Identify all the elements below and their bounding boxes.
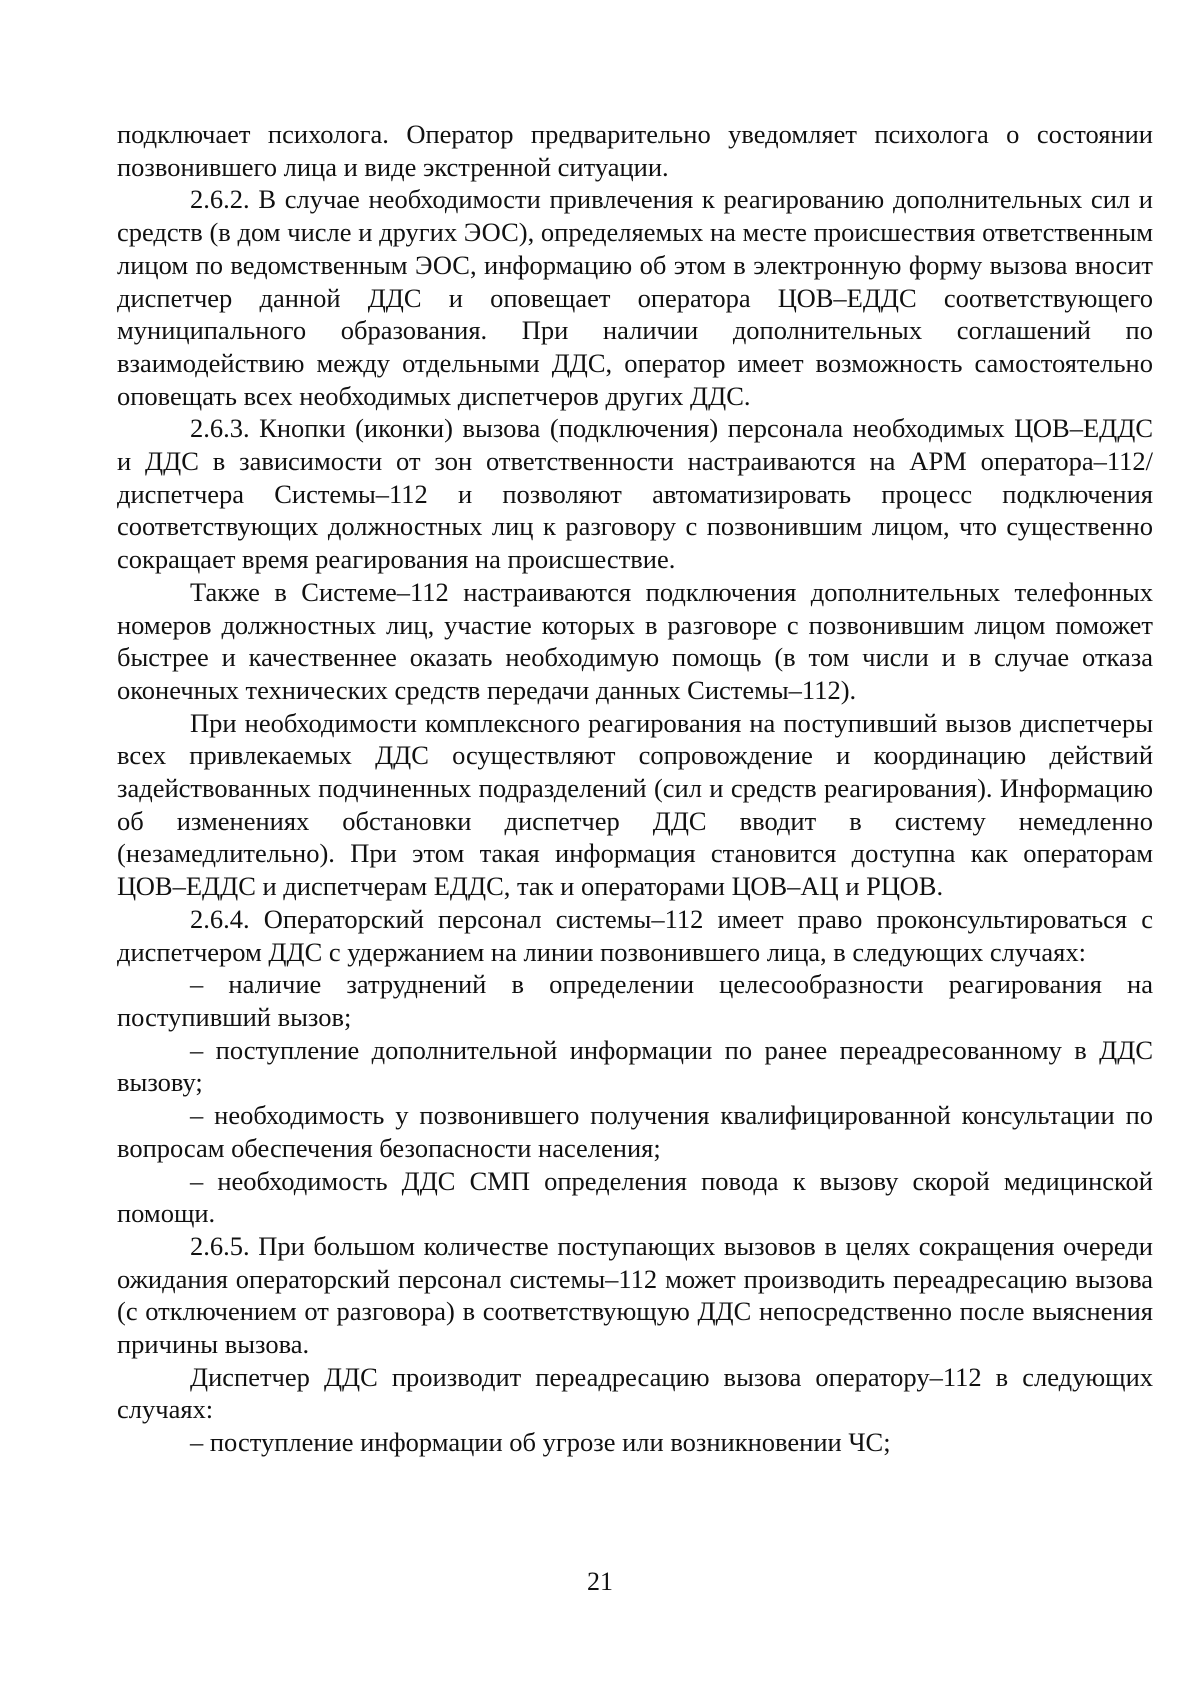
body-text [117,118,1153,1459]
list-item: – необходимость у позвонившего получения квалифицированной консультации по вопросам обеспечения безопасности населения; [117,1100,1153,1163]
list-item: – необходимость ДДС СМП определения повода к вызову скорой медицинской помощи. [117,1165,1153,1229]
page-number: 21 [587,1567,613,1596]
paragraph-dispatcher-redirect: Диспетчер ДДС производит переадресацию вызова оператору–112 в следующих случаях: [117,1361,1153,1425]
paragraph-complex-response: При необходимости комплексного реагирования на поступивший вызов диспетчеры всех привлекаемых ДДС осуществляют сопровождение и координацию действий задействованных подчиненных подразделений (сил и средств реагирования). Информацию об изменениях обстановки диспетчер ДДС вводит в систему немедленно (незамедлительно). При этом такая информация становится доступна как операторам ЦОВ–ЕДДС и диспетчерам ЕДДС, так и операторами ЦОВ–АЦ и РЦОВ. [117,707,1153,902]
paragraph-additional-numbers: Также в Системе–112 настраиваются подключения дополнительных телефонных номеров должностных лиц, участие которых в разговоре с позвонившим лицом поможет быстрее и качественнее оказать необходимую помощь (в том числи и в случае отказа оконечных технических средств передачи данных Системы–112). [117,576,1153,705]
paragraph-continuation: подключает психолога. Оператор предварительно уведомляет психолога о состоянии позвонившего лица и виде экстренной ситуации. [117,119,1153,182]
list-item: – поступление дополнительной информации по ранее переадресованному в ДДС вызову; [117,1034,1153,1098]
list-item: – поступление информации об угрозе или возникновении ЧС; [190,1427,891,1458]
paragraph-2-6-3: 2.6.3. Кнопки (иконки) вызова (подключения) персонала необходимых ЦОВ–ЕДДС и ДДС в зависимости от зон ответственности настраиваются на АРМ оператора–112/диспетчера Системы–112 и позволяют автоматизировать процесс подключения соответствующих должностных лиц к разговору с позвонившим лицом, что существенно сокращает время реагирования на происшествие. [117,413,1153,575]
paragraph-2-6-5: 2.6.5. При большом количестве поступающих вызовов в целях сокращения очереди ожидания операторский персонал системы–112 может производить переадресацию вызова (с отключением от разговора) в соответствующую ДДС непосредственно после выяснения причины вызова. [117,1230,1153,1360]
paragraph-2-6-4: 2.6.4. Операторский персонал системы–112 имеет право проконсультироваться с диспетчером ДДС с удержанием на линии позвонившего лица, в следующих случаях: [117,903,1153,967]
paragraph-2-6-2: 2.6.2. В случае необходимости привлечения к реагированию дополнительных сил и средств (в дом числе и других ЭОС), определяемых на месте происшествия ответственным лицом по ведомственным ЭОС, информацию об этом в электронную форму вызова вносит диспетчер данной ДДС и оповещает оператора ЦОВ–ЕДДС соответствующего муниципального образования. При наличии дополнительных соглашений по взаимодействию между отдельными ДДС, оператор имеет возможность самостоятельно оповещать всех необходимых диспетчеров других ДДС. [117,184,1153,411]
list-item: – наличие затруднений в определении целесообразности реагирования на поступивший вызов; [117,969,1153,1032]
